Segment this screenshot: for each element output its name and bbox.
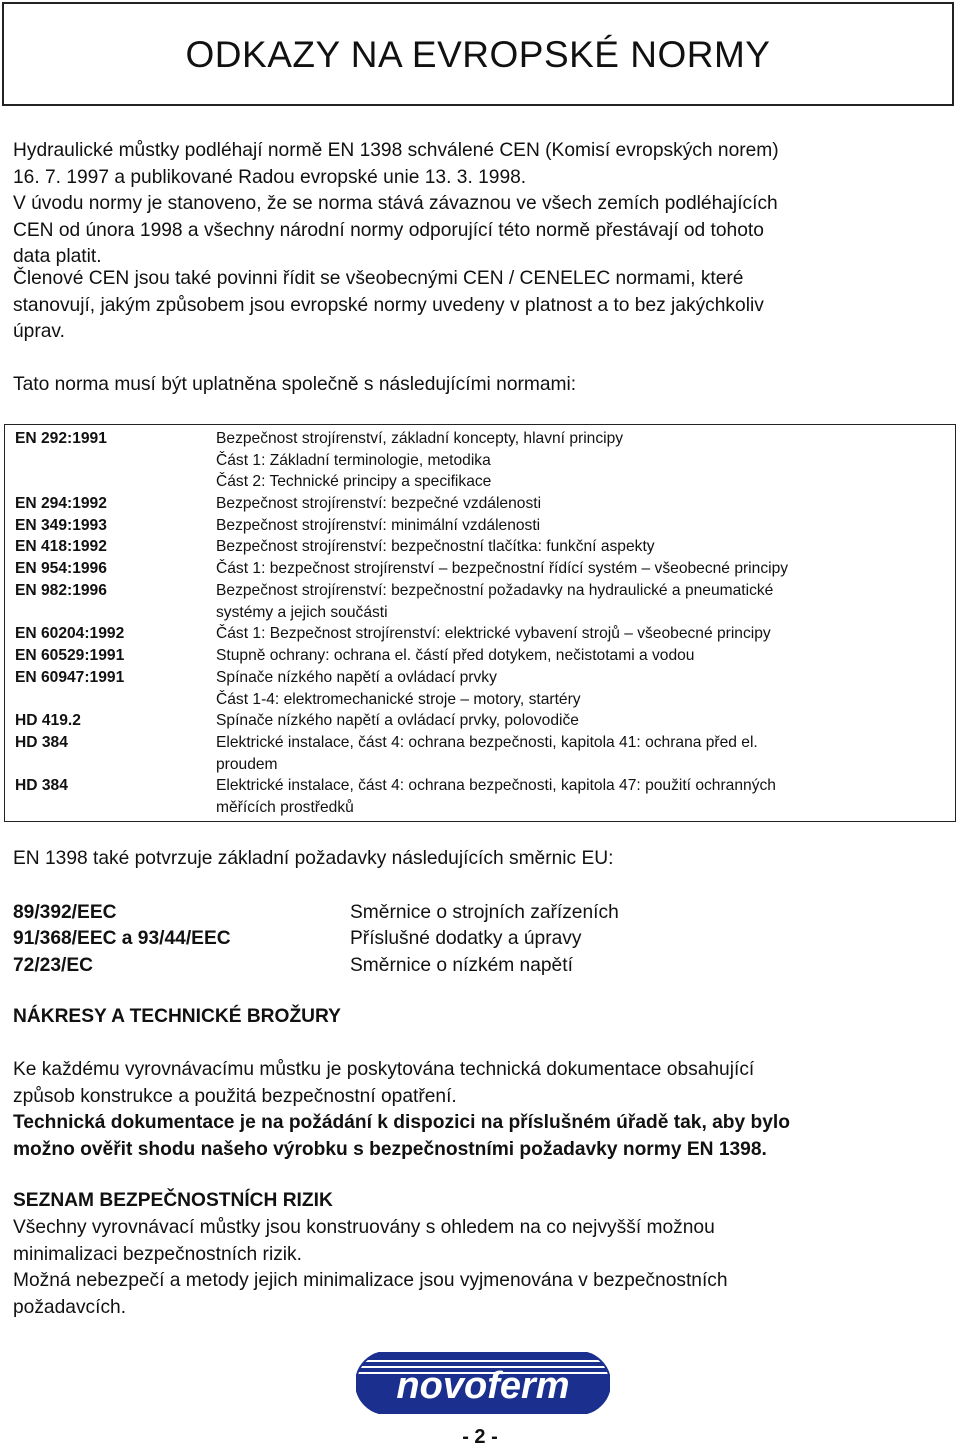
norm-description: [216, 558, 936, 580]
norm-code: EN 292:1991: [15, 430, 107, 447]
norm-desc-line: Část 1: Bezpečnost strojírenství: elektrické vybavení strojů – všeobecné principy: [216, 625, 771, 642]
logo-stripe: [356, 1360, 610, 1362]
norm-desc-line: Bezpečnost strojírenství: bezpečné vzdálenosti: [216, 495, 542, 512]
intro-line: data platit.: [13, 246, 102, 267]
norm-desc-line: Část 2: Technické principy a specifikace: [216, 473, 492, 490]
norm-desc-line: Elektrické instalace, část 4: ochrana bezpečnosti, kapitola 47: použití ochranných: [216, 777, 776, 794]
norm-desc-line: Bezpečnost strojírenství: minimální vzdálenosti: [216, 517, 541, 534]
drawings-line: Ke každému vyrovnávacímu můstku je poskytována technická dokumentace obsahující: [13, 1059, 755, 1080]
norm-description: [216, 493, 936, 515]
drawings-bold-line: možno ověřit shodu našeho výrobku s bezpečnostními požadavky normy EN 1398.: [13, 1138, 767, 1160]
members-line: stanovují, jakým způsobem jsou evropské normy uvedeny v platnost a to bez jakýchkoliv: [13, 294, 764, 316]
norm-code: EN 294:1992: [15, 495, 107, 512]
norm-code: EN 60947:1991: [15, 669, 125, 686]
risks-line: Možná nebezpečí a metody jejich minimalizace jsou vyjmenována v bezpečnostních: [13, 1270, 728, 1291]
together-paragraph: Tato norma musí být uplatněna společně s následujícími normami:: [13, 374, 577, 395]
norm-code: HD 384: [15, 734, 68, 751]
page-number: - 2 -: [462, 1426, 498, 1448]
norm-code: EN 60204:1992: [15, 625, 125, 642]
norm-description: [216, 623, 936, 645]
norm-desc-line: proudem: [216, 755, 278, 773]
norm-code: EN 982:1996: [15, 582, 107, 599]
norm-code: EN 954:1996: [15, 560, 107, 577]
norm-desc-line: Spínače nízkého napětí a ovládací prvky, polovodiče: [216, 712, 579, 729]
risks-line: požadavcích.: [13, 1296, 127, 1318]
norm-description: [216, 428, 936, 493]
intro-line: V úvodu normy je stanoveno, že se norma stává závaznou ve všech zemích podléhajících: [13, 193, 778, 214]
directive-description: Příslušné dodatky a úpravy: [350, 928, 582, 949]
norm-description: [216, 536, 936, 558]
page-title: ODKAZY NA EVROPSKÉ NORMY: [185, 34, 771, 75]
risks-heading: SEZNAM BEZPEČNOSTNÍCH RIZIK: [13, 1190, 333, 1211]
drawings-heading: NÁKRESY A TECHNICKÉ BROŽURY: [13, 1006, 341, 1027]
norm-desc-line: Bezpečnost strojírenství: bezpečnostní tlačítka: funkční aspekty: [216, 538, 655, 555]
norm-desc-line: Elektrické instalace, část 4: ochrana bezpečnosti, kapitola 41: ochrana před el.: [216, 734, 758, 751]
intro-line: CEN od února 1998 a všechny národní normy odporující této normě přestávají od tohoto: [13, 219, 764, 241]
members-paragraph: [13, 266, 948, 346]
novoferm-logo: [356, 1352, 610, 1414]
intro-line: 16. 7. 1997 a publikované Radou evropské unie 13. 3. 1998.: [13, 166, 527, 188]
norm-code: HD 384: [15, 777, 68, 794]
members-line: úprav.: [13, 321, 65, 342]
directive-code: 72/23/EC: [13, 955, 94, 976]
norm-description: [216, 645, 936, 667]
norm-desc-line: Část 1: bezpečnost strojírenství – bezpečnostní řídící systém – všeobecné principy: [216, 560, 789, 577]
intro-paragraph: [13, 138, 948, 271]
directive-code: 91/368/EEC a 93/44/EEC: [13, 928, 231, 949]
norm-desc-line: Část 1-4: elektromechanické stroje – motory, startéry: [216, 690, 581, 708]
norm-code: EN 349:1993: [15, 517, 107, 534]
norm-description: [216, 667, 936, 710]
norm-desc-line: Bezpečnost strojírenství, základní koncepty, hlavní principy: [216, 430, 624, 447]
norm-desc-line: Bezpečnost strojírenství: bezpečnostní požadavky na hydraulické a pneumatické: [216, 582, 774, 599]
norm-description: [216, 775, 936, 818]
norm-description: [216, 515, 936, 537]
risks-line: minimalizaci bezpečnostních rizik.: [13, 1243, 302, 1265]
norm-desc-line: Část 1: Základní terminologie, metodika: [216, 451, 491, 469]
norm-code: EN 418:1992: [15, 538, 107, 555]
norms-table: [4, 424, 956, 822]
members-line: Členové CEN jsou také povinni řídit se všeobecnými CEN / CENELEC normami, které: [13, 268, 744, 289]
norm-description: [216, 710, 936, 732]
norm-desc-line: měřících prostředků: [216, 798, 354, 816]
directives-intro: EN 1398 také potvrzuje základní požadavky následujících směrnic EU:: [13, 848, 614, 869]
directive-description: Směrnice o strojních zařízeních: [350, 902, 619, 923]
norm-desc-line: systémy a jejich součásti: [216, 603, 388, 621]
intro-line: Hydraulické můstky podléhají normě EN 1398 schválené CEN (Komisí evropských norem): [13, 140, 779, 161]
norm-desc-line: Stupně ochrany: ochrana el. částí před dotykem, nečistotami a vodou: [216, 647, 695, 664]
norm-desc-line: Spínače nízkého napětí a ovládací prvky: [216, 669, 497, 686]
norm-description: [216, 732, 936, 775]
directive-description: Směrnice o nízkém napětí: [350, 955, 573, 976]
title-box: [2, 2, 954, 106]
drawings-line: způsob konstrukce a použitá bezpečnostní opatření.: [13, 1085, 457, 1107]
norm-description: [216, 580, 936, 623]
norm-code: EN 60529:1991: [15, 647, 125, 664]
drawings-paragraph: [13, 1057, 948, 1163]
directive-code: 89/392/EEC: [13, 902, 117, 923]
drawings-bold-line: Technická dokumentace je na požádání k dispozici na příslušném úřadě tak, aby bylo: [13, 1112, 790, 1133]
logo-text: novoferm: [396, 1365, 570, 1407]
risks-line: Všechny vyrovnávací můstky jsou konstruovány s ohledem na co nejvyšší možnou: [13, 1217, 715, 1238]
risks-paragraph: [13, 1215, 948, 1321]
norm-code: HD 419.2: [15, 712, 81, 729]
